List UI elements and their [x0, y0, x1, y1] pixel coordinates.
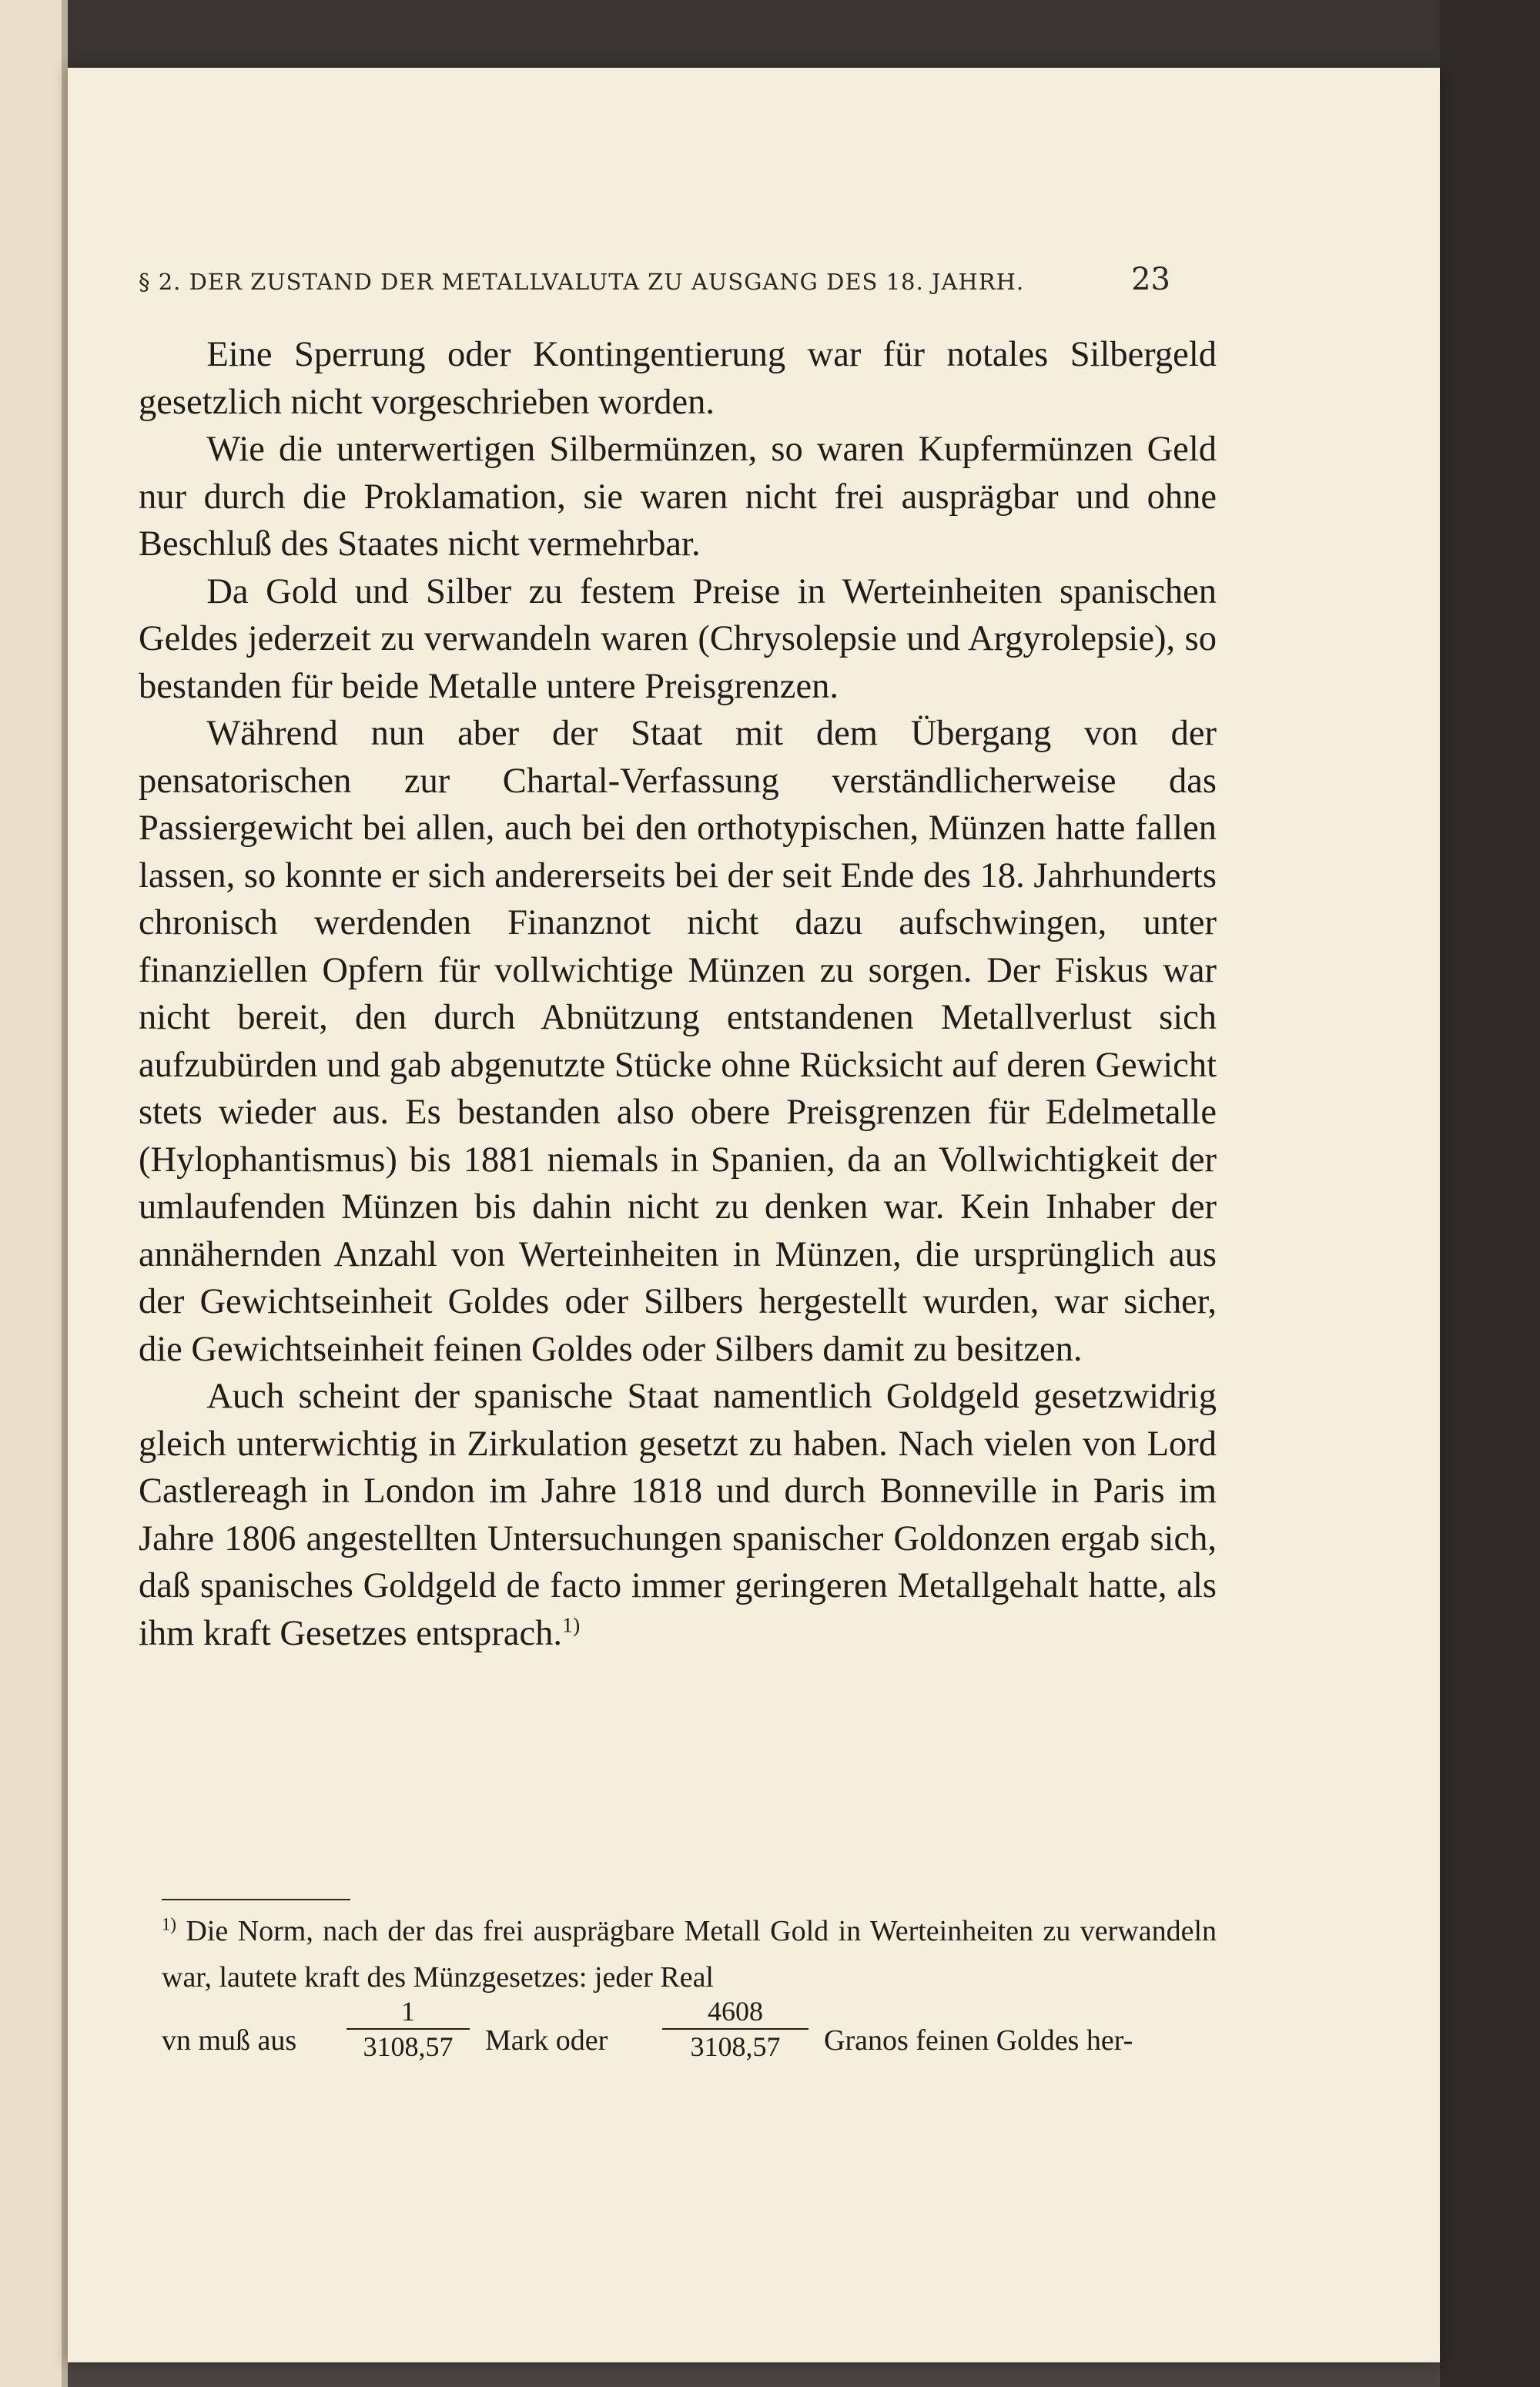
fraction-2-bar [662, 2028, 808, 2030]
footnote-rule [162, 1899, 350, 1900]
fraction-1-numerator: 1 [401, 1996, 415, 2027]
running-head-title: § 2. DER ZUSTAND DER METALLVALUTA ZU AUSGANG DES 18. JAHRH. [139, 269, 1025, 295]
scan-border-right [1440, 0, 1540, 2387]
footnote-marker: 1) [162, 1914, 176, 1934]
footnote [162, 1908, 1217, 2000]
fraction-2 [662, 1996, 808, 2062]
body-text [139, 331, 1217, 1657]
footnote-text: Die Norm, nach der das frei ausprägbare Metall Gold in Werteinheiten zu verwandeln war, lautete kraft des Münzgesetzes: jeder Real [162, 1915, 1217, 1994]
paragraph: Eine Sperrung oder Kontingentierung war für notales Silbergeld gesetzlich nicht vorgeschrieben worden. [139, 335, 1217, 422]
fraction-2-denominator: 3108,57 [690, 2031, 781, 2062]
fraction-1-denominator: 3108,57 [363, 2031, 454, 2062]
formula-middle: Mark oder [485, 2024, 608, 2057]
paragraph-text: Auch scheint der spanische Staat namentlich Goldgeld gesetzwidrig gleich unterwichtig in Zirkulation gesetzt zu haben. Nach vielen von Lord Castlereagh in London im Jahre 1818 und durch Bonneville in Paris im Jahre 1806 angestellten Untersuchungen spanischer Goldonzen ergab sich, daß spanisches Goldgeld de facto immer geringeren Metallgehalt hatte, als ihm kraft Gesetzes entsprach. [139, 1377, 1217, 1653]
paragraph: Wie die unterwertigen Silbermünzen, so waren Kupfermünzen Geld nur durch die Proklamation, sie waren nicht frei ausprägbar und ohne Beschluß des Staates nicht vermehrbar. [139, 430, 1217, 564]
footnote-formula [162, 1996, 1217, 2081]
left-page-edge [0, 0, 62, 2387]
page-gutter [62, 0, 68, 2387]
paragraph: Da Gold und Silber zu festem Preise in Werteinheiten spanischen Geldes jederzeit zu verwandeln waren (Chrysolepsie und Argyrolepsie), so bestanden für beide Metalle untere Preisgrenzen. [139, 571, 1217, 706]
page-number: 23 [1131, 262, 1170, 297]
running-head [139, 262, 1170, 297]
paragraph-with-note [139, 1373, 1217, 1657]
paragraph: Während nun aber der Staat mit dem Übergang von der pensatorischen zur Chartal-Verfassung verständlicherweise das Passiergewicht bei allen, auch bei den orthotypischen, Münzen hatte fallen lassen, so konnte er sich andererseits bei der seit Ende des 18. Jahrhunderts chronisch werdenden Finanznot nicht dazu aufschwingen, unter finanziellen Opfern für vollwichtige Münzen zu sorgen. Der Fiskus war nicht bereit, den durch Abnützung entstandenen Metallverlust sich aufzubürden und gab abgenutzte Stücke ohne Rücksicht auf deren Gewicht stets wieder aus. Es bestanden also obere Preisgrenzen für Edelmetalle (Hylophantismus) bis 1881 niemals in Spanien, da an Vollwichtigkeit der umlaufenden Münzen bis dahin nicht zu denken war. Kein Inhaber der annähernden Anzahl von Werteinheiten in Münzen, die ursprünglich aus der Gewichtseinheit Goldes oder Silbers hergestellt wurden, war sicher, die Gewichtseinheit feinen Goldes oder Silbers damit zu besitzen. [139, 714, 1217, 1369]
formula-prefix: vn muß aus [162, 2024, 297, 2057]
footnote-text-block [162, 1908, 1217, 2000]
fraction-1 [346, 1996, 470, 2062]
scan-border-top [68, 0, 1440, 68]
fraction-2-numerator: 4608 [708, 1996, 763, 2027]
formula-suffix: Granos feinen Goldes her- [824, 2024, 1133, 2057]
fraction-1-bar [346, 2028, 470, 2030]
footnote-reference: 1) [562, 1613, 581, 1637]
